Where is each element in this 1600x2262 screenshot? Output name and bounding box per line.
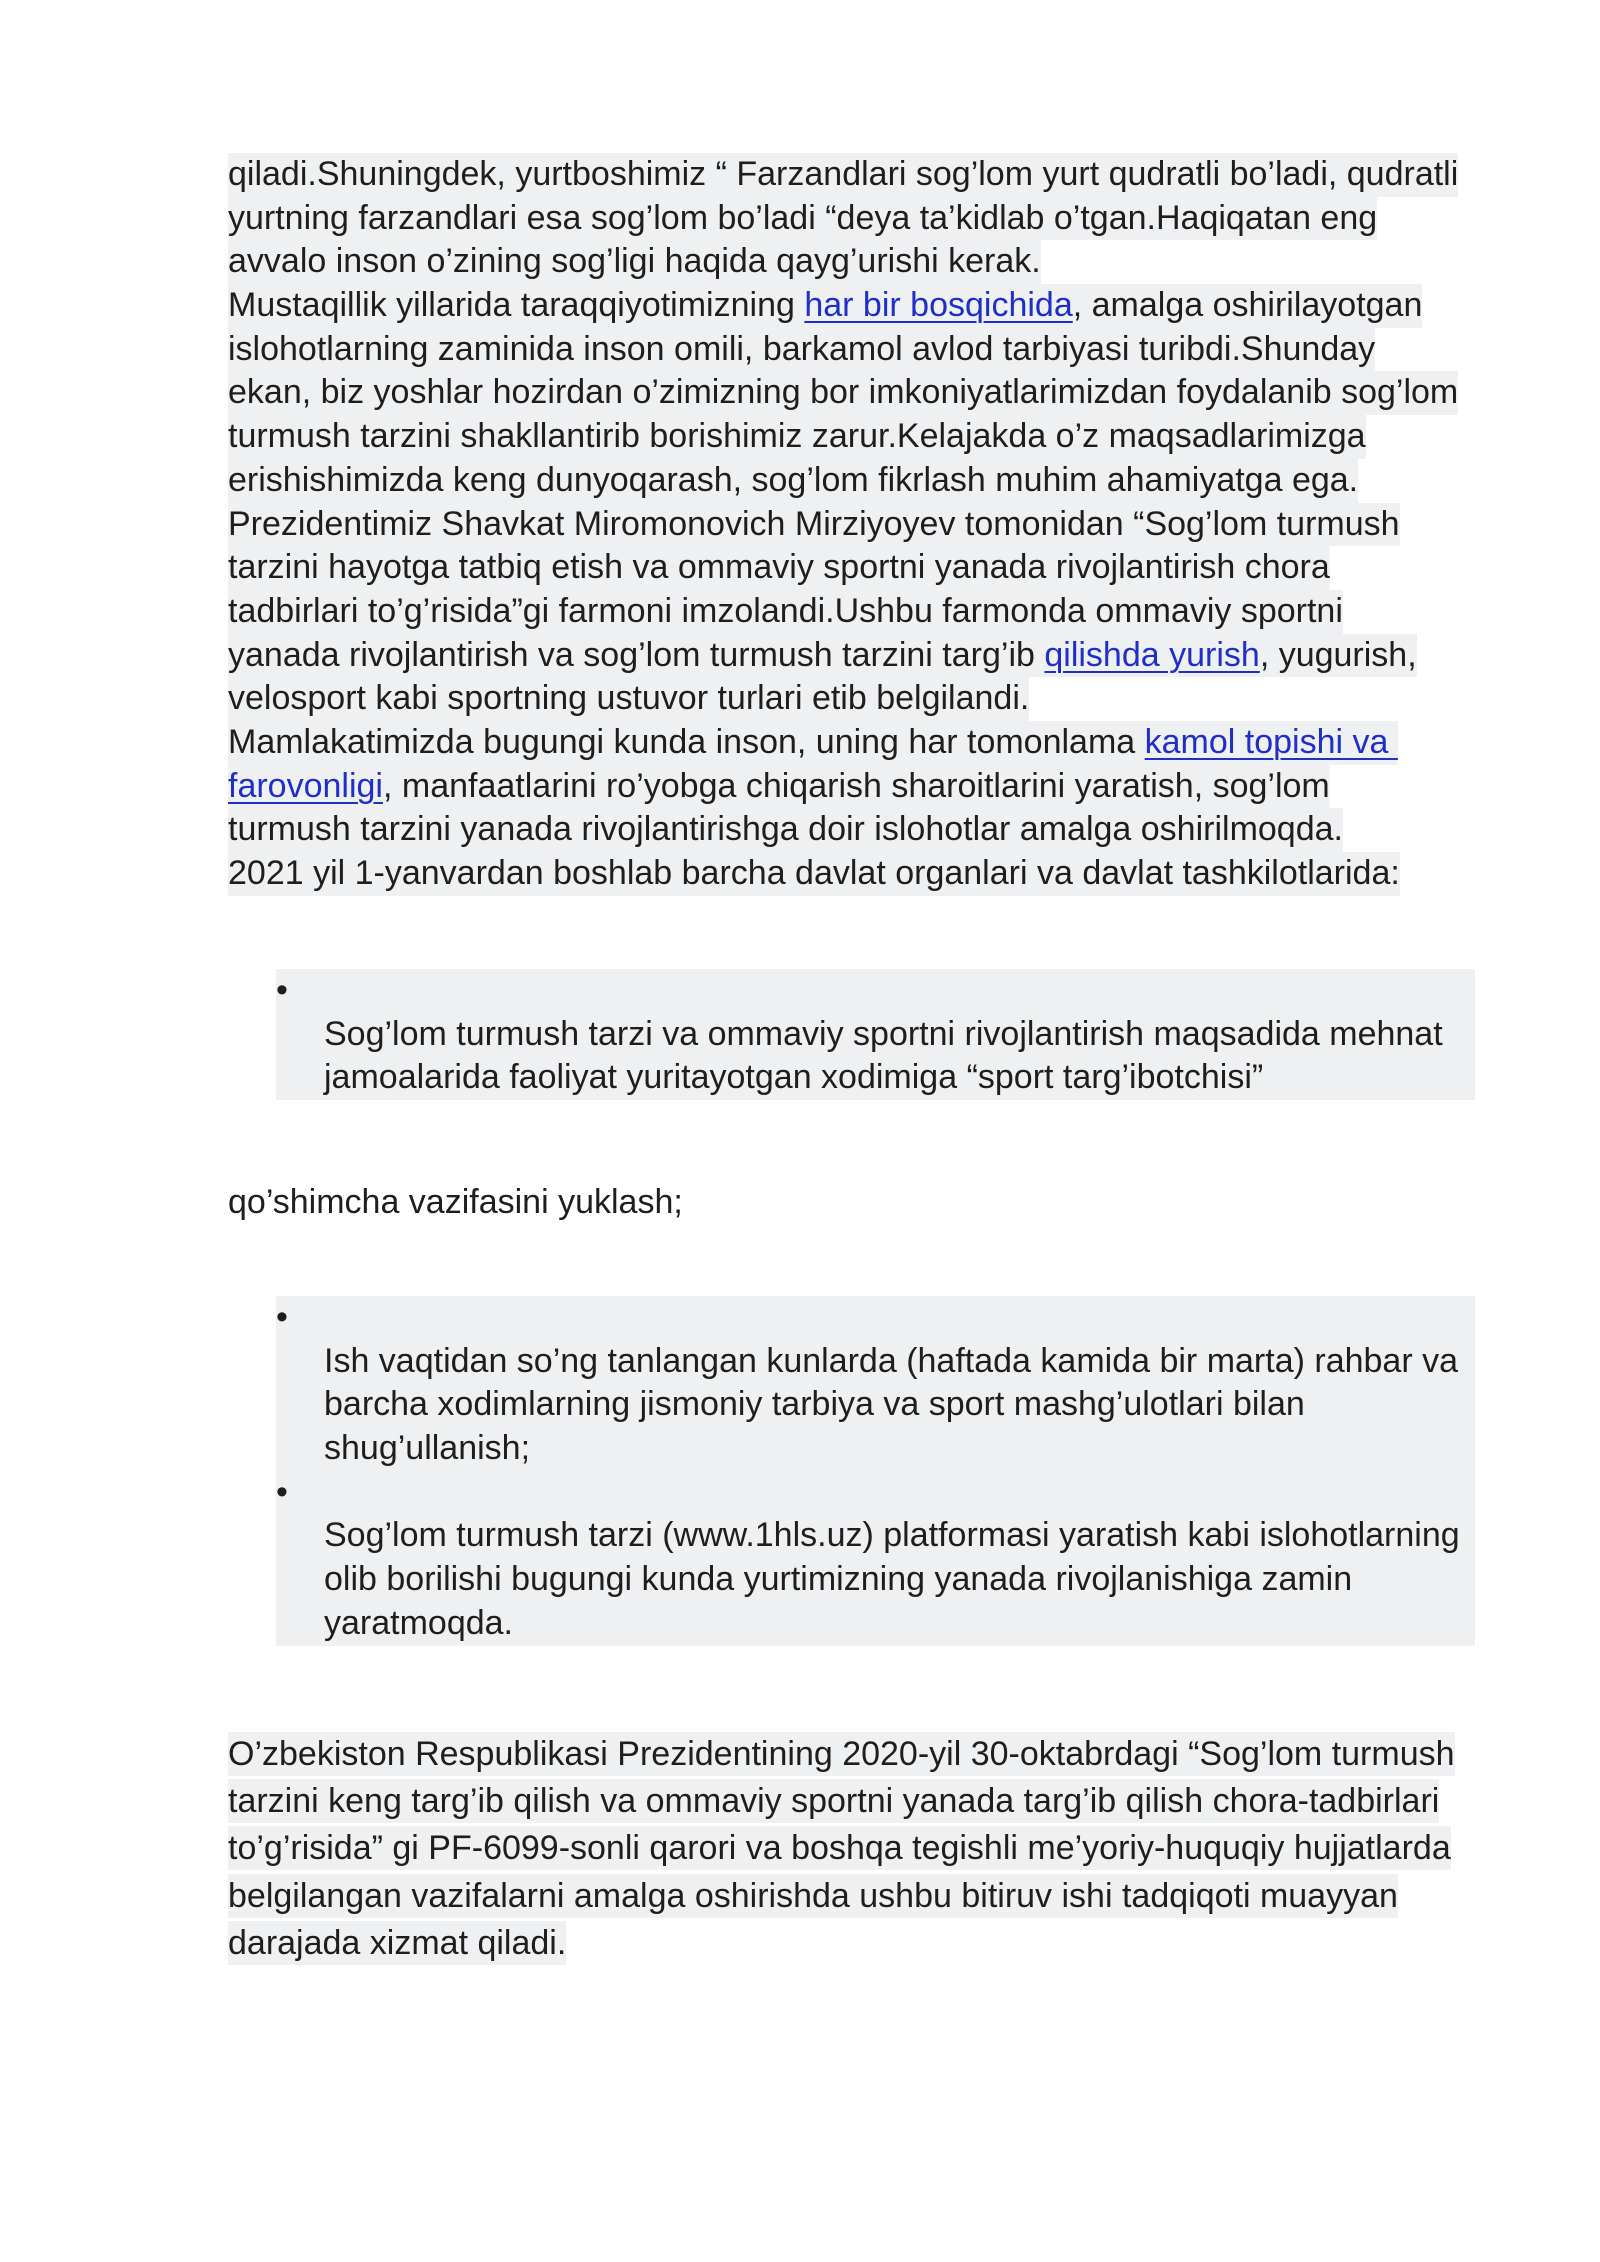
list-item: [276, 1296, 1475, 1471]
bullet-row: [276, 1296, 1475, 1340]
bullet-list: [276, 1296, 1475, 1646]
text-line: [228, 1920, 1455, 1967]
line-text: [228, 721, 1398, 765]
bullet-icon: •: [276, 1472, 288, 1511]
line-text: qiladi.Shuningdek, yurtboshimiz “ Farzandlari sog’lom yurt qudratli bo’ladi, qudratli: [228, 153, 1458, 197]
bullet-row: [276, 969, 1475, 1013]
list-item-line: Sog’lom turmush tarzi va ommaviy sportni rivojlantirish maqsadida mehnat: [324, 1014, 1443, 1053]
continuation-text: [228, 1181, 683, 1225]
text-line: [228, 634, 1458, 678]
paragraph: [228, 852, 1458, 896]
text-span: , amalga oshirilayotgan: [1072, 286, 1423, 325]
text-line: [228, 1730, 1455, 1777]
line-text: islohotlarning zaminida inson omili, barkamol avlod tarbiyasi turibdi.Shunday: [228, 328, 1375, 372]
bullet-row: [276, 1471, 1475, 1515]
text-span: , yugurish,: [1259, 635, 1417, 674]
text-line: [228, 677, 1458, 721]
line-text: tarzini keng targ’ib qilish va ommaviy sportni yanada targ’ib qilish chora-tadbirlari: [228, 1779, 1439, 1823]
bullet-list: [276, 969, 1475, 1100]
text-line: [228, 808, 1458, 852]
link-qilishda-yurish[interactable]: qilishda yurish: [1044, 635, 1260, 674]
list-item-line: shug’ullanish;: [324, 1429, 531, 1468]
text-line: [228, 546, 1458, 590]
line-text: darajada xizmat qiladi.: [228, 1921, 566, 1965]
line-text: [228, 284, 1422, 328]
text-line: [228, 153, 1458, 197]
line-text: O’zbekiston Respublikasi Prezidentining 2020-yil 30-oktabrdagi “Sog’lom turmush: [228, 1732, 1455, 1776]
text-line: [228, 852, 1458, 896]
list-item-line: jamoalarida faoliyat yuritayotgan xodimiga “sport targ’ibotchisi”: [324, 1058, 1264, 1097]
line-text: Prezidentimiz Shavkat Miromonovich Mirziyoyev tomonidan “Sog’lom turmush: [228, 503, 1400, 547]
list-item: [276, 969, 1475, 1100]
line-text: 2021 yil 1-yanvardan boshlab barcha davlat organlari va davlat tashkilotlarida:: [228, 852, 1400, 896]
line-text: avvalo inson o’zining sog’ligi haqida qayg’urishi kerak.: [228, 240, 1041, 284]
text-span: Mustaqillik yillarida taraqqiyotimizning: [228, 286, 805, 325]
line-text: velosport kabi sportning ustuvor turlari etib belgilandi.: [228, 677, 1029, 721]
text-line: [228, 1872, 1455, 1919]
line-text: [228, 765, 1330, 809]
body-text: [228, 153, 1458, 896]
list-item-line: barcha xodimlarning jismoniy tarbiya va sport mashg’ulotlari bilan: [324, 1385, 1305, 1424]
text-line: [228, 240, 1458, 284]
text-line: [228, 765, 1458, 809]
bullet-icon: •: [276, 1298, 288, 1336]
line-text: [228, 634, 1417, 678]
paragraph: [228, 284, 1458, 502]
link-kamol-topishi-va[interactable]: kamol topishi va: [1144, 722, 1398, 761]
list-item-line: Sog’lom turmush tarzi (www.1hls.uz) platformasi yaratish kabi islohotlarning: [324, 1516, 1460, 1555]
text-span: , manfaatlarini ro’yobga chiqarish sharoitlarini yaratish, sog’lom: [382, 766, 1330, 805]
text-line: qo’shimcha vazifasini yuklash;: [228, 1183, 683, 1221]
line-text: yurtning farzandlari esa sog’lom bo’ladi “deya ta’kidlab o’tgan.Haqiqatan eng: [228, 197, 1377, 241]
line-text: tarzini hayotga tatbiq etish va ommaviy sportni yanada rivojlantirish chora: [228, 546, 1330, 590]
paragraph: [228, 503, 1458, 721]
text-line: [228, 371, 1458, 415]
line-text: to’g’risida” gi PF-6099-sonli qarori va boshqa tegishli me’yoriy-huquqiy hujjatlarda: [228, 1826, 1451, 1870]
paragraph: [228, 721, 1458, 852]
bullet-icon: •: [276, 971, 288, 1009]
text-line: [228, 721, 1458, 765]
text-line: [228, 503, 1458, 547]
list-item-line: Ish vaqtidan so’ng tanlangan kunlarda (haftada kamida bir marta) rahbar va: [324, 1341, 1459, 1380]
text-span: yanada rivojlantirish va sog’lom turmush tarzini targ’ib: [228, 635, 1045, 674]
text-line: [228, 590, 1458, 634]
text-span: Mamlakatimizda bugungi kunda inson, uning har tomonlama: [228, 722, 1145, 761]
line-text: turmush tarzini shakllantirib borishimiz zarur.Kelajakda o’z maqsadlarimizga: [228, 415, 1366, 459]
list-item-line: yaratmoqda.: [324, 1603, 513, 1642]
line-text: ekan, biz yoshlar hozirdan o’zimizning bor imkoniyatlarimizdan foydalanib sog’lom: [228, 371, 1458, 415]
list-item-line: olib borilishi bugungi kunda yurtimizning yanada rivojlanishiga zamin: [324, 1560, 1353, 1599]
text-line: [228, 328, 1458, 372]
list-item: [276, 1471, 1475, 1646]
closing-paragraph: [228, 1730, 1455, 1967]
text-line: [228, 415, 1458, 459]
link-farovonligi[interactable]: farovonligi: [228, 766, 383, 805]
text-line: [228, 1777, 1455, 1824]
text-line: [228, 197, 1458, 241]
text-line: [228, 284, 1458, 328]
line-text: tadbirlari to’g’risida”gi farmoni imzolandi.Ushbu farmonda ommaviy sportni: [228, 590, 1343, 634]
line-text: turmush tarzini yanada rivojlantirishga doir islohotlar amalga oshirilmoqda.: [228, 808, 1343, 852]
line-text: belgilangan vazifalarni amalga oshirishda ushbu bitiruv ishi tadqiqoti muayyan: [228, 1874, 1398, 1918]
text-line: [228, 1825, 1455, 1872]
line-text: erishishimizda keng dunyoqarash, sog’lom fikrlash muhim ahamiyatga ega.: [228, 459, 1358, 503]
link-har-bir-bosqichida[interactable]: har bir bosqichida: [804, 286, 1073, 325]
paragraph: [228, 153, 1458, 284]
text-line: [228, 459, 1458, 503]
